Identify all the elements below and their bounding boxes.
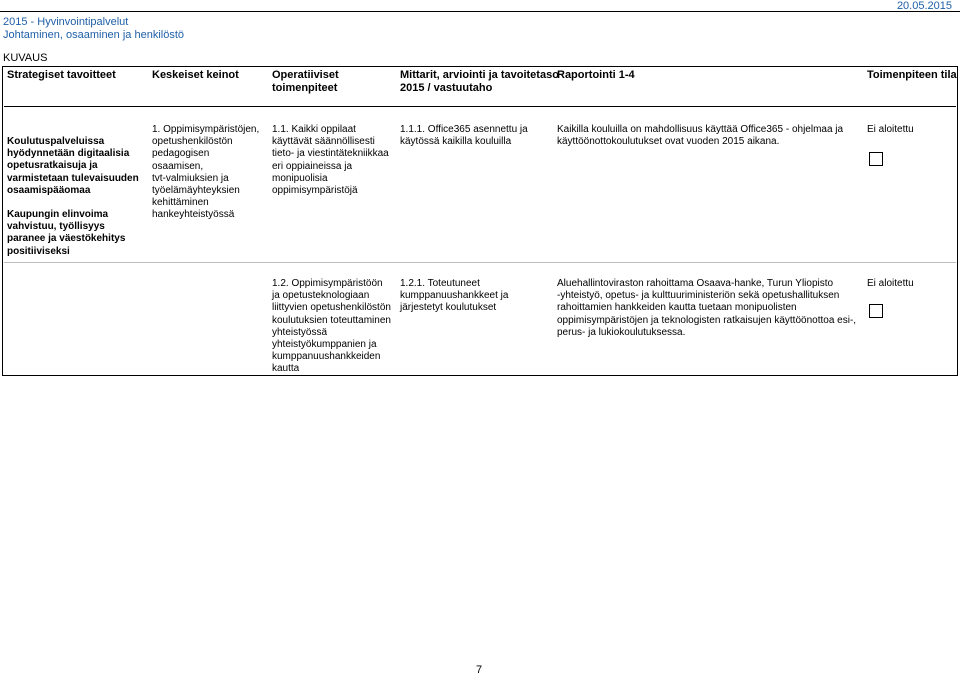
column-header-metrics: Mittarit, arviointi ja tavoitetaso 2015 / vastuutaho <box>400 69 559 94</box>
kuvaus-label: KUVAUS <box>3 52 48 64</box>
report-1-1-1: Kaikilla kouluilla on mahdollisuus käyttää Office365 - ohjelmaa ja käyttöönottokoulutukset ovat vuoden 2015 aikana. <box>557 124 844 148</box>
column-header-reporting: Raportointi 1-4 <box>557 69 635 81</box>
header-divider <box>4 106 956 107</box>
status-checkbox-1[interactable] <box>869 152 883 166</box>
title-line-2: Johtaminen, osaaminen ja henkilöstö <box>3 29 185 41</box>
status-1-1-1: Ei aloitettu <box>867 124 914 135</box>
operational-action-1-1: 1.1. Kaikki oppilaat käyttävät säännöllisesti tieto- ja viestintätekniikkaa eri oppiaineissa ja monipuolisia oppimisympäristöjä <box>272 124 389 197</box>
column-header-operational-actions: Operatiiviset toimenpiteet <box>272 69 339 94</box>
status-1-2-1: Ei aloitettu <box>867 278 914 289</box>
header-rule <box>0 11 960 12</box>
report-1-2-1: Aluehallintoviraston rahoittama Osaava-hanke, Turun Yliopisto -yhteistyö, opetus- ja kulttuuriministeriön sekä opetushallituksen rahoittamien hankkeiden kautta tuetaan monipuolisten oppimisympäristöjen ja teknologisten ratkaisujen käyttöönottoa esi-, perus- ja lukiokoulutuksessa. <box>557 278 857 338</box>
strategic-goal-1: Koulutuspalveluissa hyödynnetään digitaalisia opetusratkaisuja ja varmistetaan tulevaisuuden osaamispääomaa <box>7 136 139 196</box>
column-header-strategic-goals: Strategiset tavoitteet <box>7 69 116 81</box>
document-title <box>3 16 184 42</box>
operational-action-1-2: 1.2. Oppimisympäristöön ja opetusteknologiaan liittyvien opetushenkilöstön koulutuksien toteuttaminen yhteistyössä yhteistyökumppanien ja kumppanuushankkeiden kautta <box>272 278 391 375</box>
metric-1-1-1: 1.1.1. Office365 asennettu ja käytössä kaikilla kouluilla <box>400 124 528 148</box>
title-line-1: 2015 - Hyvinvointipalvelut <box>3 16 129 28</box>
strategic-goal-2: Kaupungin elinvoima vahvistuu, työllisyys paranee ja väestökehitys positiiviseksi <box>7 209 126 257</box>
column-header-action-status: Toimenpiteen tila <box>867 69 957 81</box>
status-checkbox-2[interactable] <box>869 304 883 318</box>
metric-1-2-1: 1.2.1. Toteutuneet kumppanuushankkeet ja järjestetyt koulutukset <box>400 278 509 314</box>
key-means-1: 1. Oppimisympäristöjen, opetushenkilöstön pedagogisen osaamisen, tvt-valmiuksien ja työelämäyhteyksien kehittäminen hankeyhteistyössä <box>152 124 260 221</box>
report-date: 20.05.2015 <box>896 0 952 12</box>
row-divider <box>4 262 956 263</box>
page-number: 7 <box>476 664 483 676</box>
column-header-key-means: Keskeiset keinot <box>152 69 239 81</box>
